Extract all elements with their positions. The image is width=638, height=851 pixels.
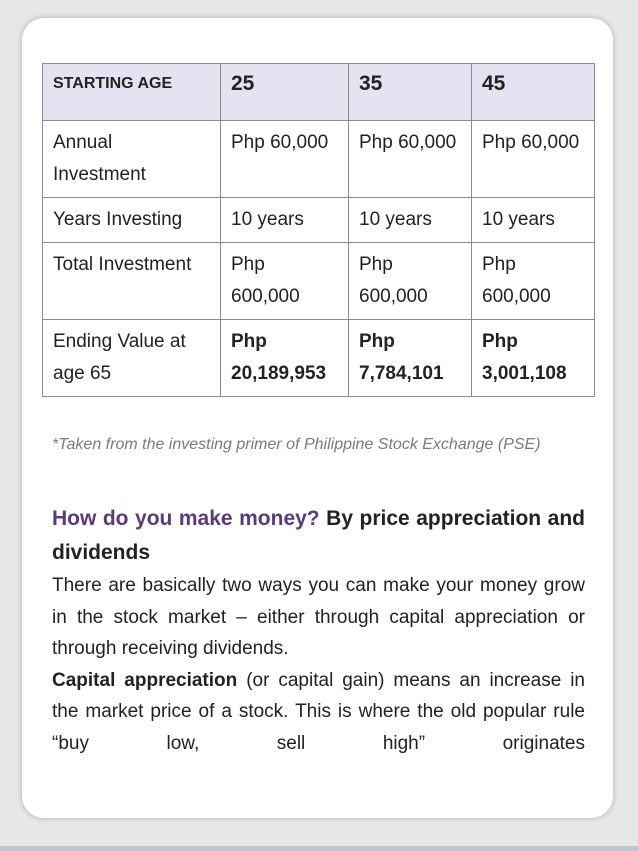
table-cell: 10 years [221,198,349,243]
bottom-accent-band [0,846,638,851]
section-heading [52,502,585,570]
paragraph-ways: There are basically two ways you can make your money grow in the stock market – either through capital appreciation or through receiving dividends. [52,575,585,659]
table-cell: Php 60,000 [349,121,472,198]
table-cell: 10 years [472,198,595,243]
table-cell: Php 600,000 [349,243,472,320]
table-header-row [43,64,595,121]
table-cell: Php 600,000 [472,243,595,320]
table-cell: 10 years [349,198,472,243]
table-row [43,320,595,397]
table-row [43,243,595,320]
header-age-25: 25 [221,64,349,121]
table-row [43,198,595,243]
body-text [52,502,585,759]
row-label-annual-investment: Annual Investment [43,121,221,198]
paragraph-capital-appreciation-text: (or capital gain) means an increase in the market price of a stock. This is where the old popular rule “buy low, sell high” originates [52,669,585,754]
header-age-45: 45 [472,64,595,121]
table-cell: Php 7,784,101 [349,320,472,397]
row-label-ending-value: Ending Value at age 65 [43,320,221,397]
heading-answer: By price appreciation and dividends [52,507,585,564]
row-label-years-investing: Years Investing [43,198,221,243]
term-capital-appreciation: Capital appreciation [52,669,238,691]
table-cell: Php 60,000 [221,121,349,198]
table-cell: Php 60,000 [472,121,595,198]
investment-table [42,63,595,397]
heading-question: How do you make money? [52,507,320,530]
table-cell: Php 3,001,108 [472,320,595,397]
table-row [43,121,595,198]
paragraph-capital-appreciation [52,665,585,760]
source-note: *Taken from the investing primer of Philippine Stock Exchange (PSE) [52,436,541,453]
table-cell: Php 600,000 [221,243,349,320]
header-starting-age: STARTING AGE [43,64,221,121]
table-cell: Php 20,189,953 [221,320,349,397]
row-label-total-investment: Total Investment [43,243,221,320]
header-age-35: 35 [349,64,472,121]
